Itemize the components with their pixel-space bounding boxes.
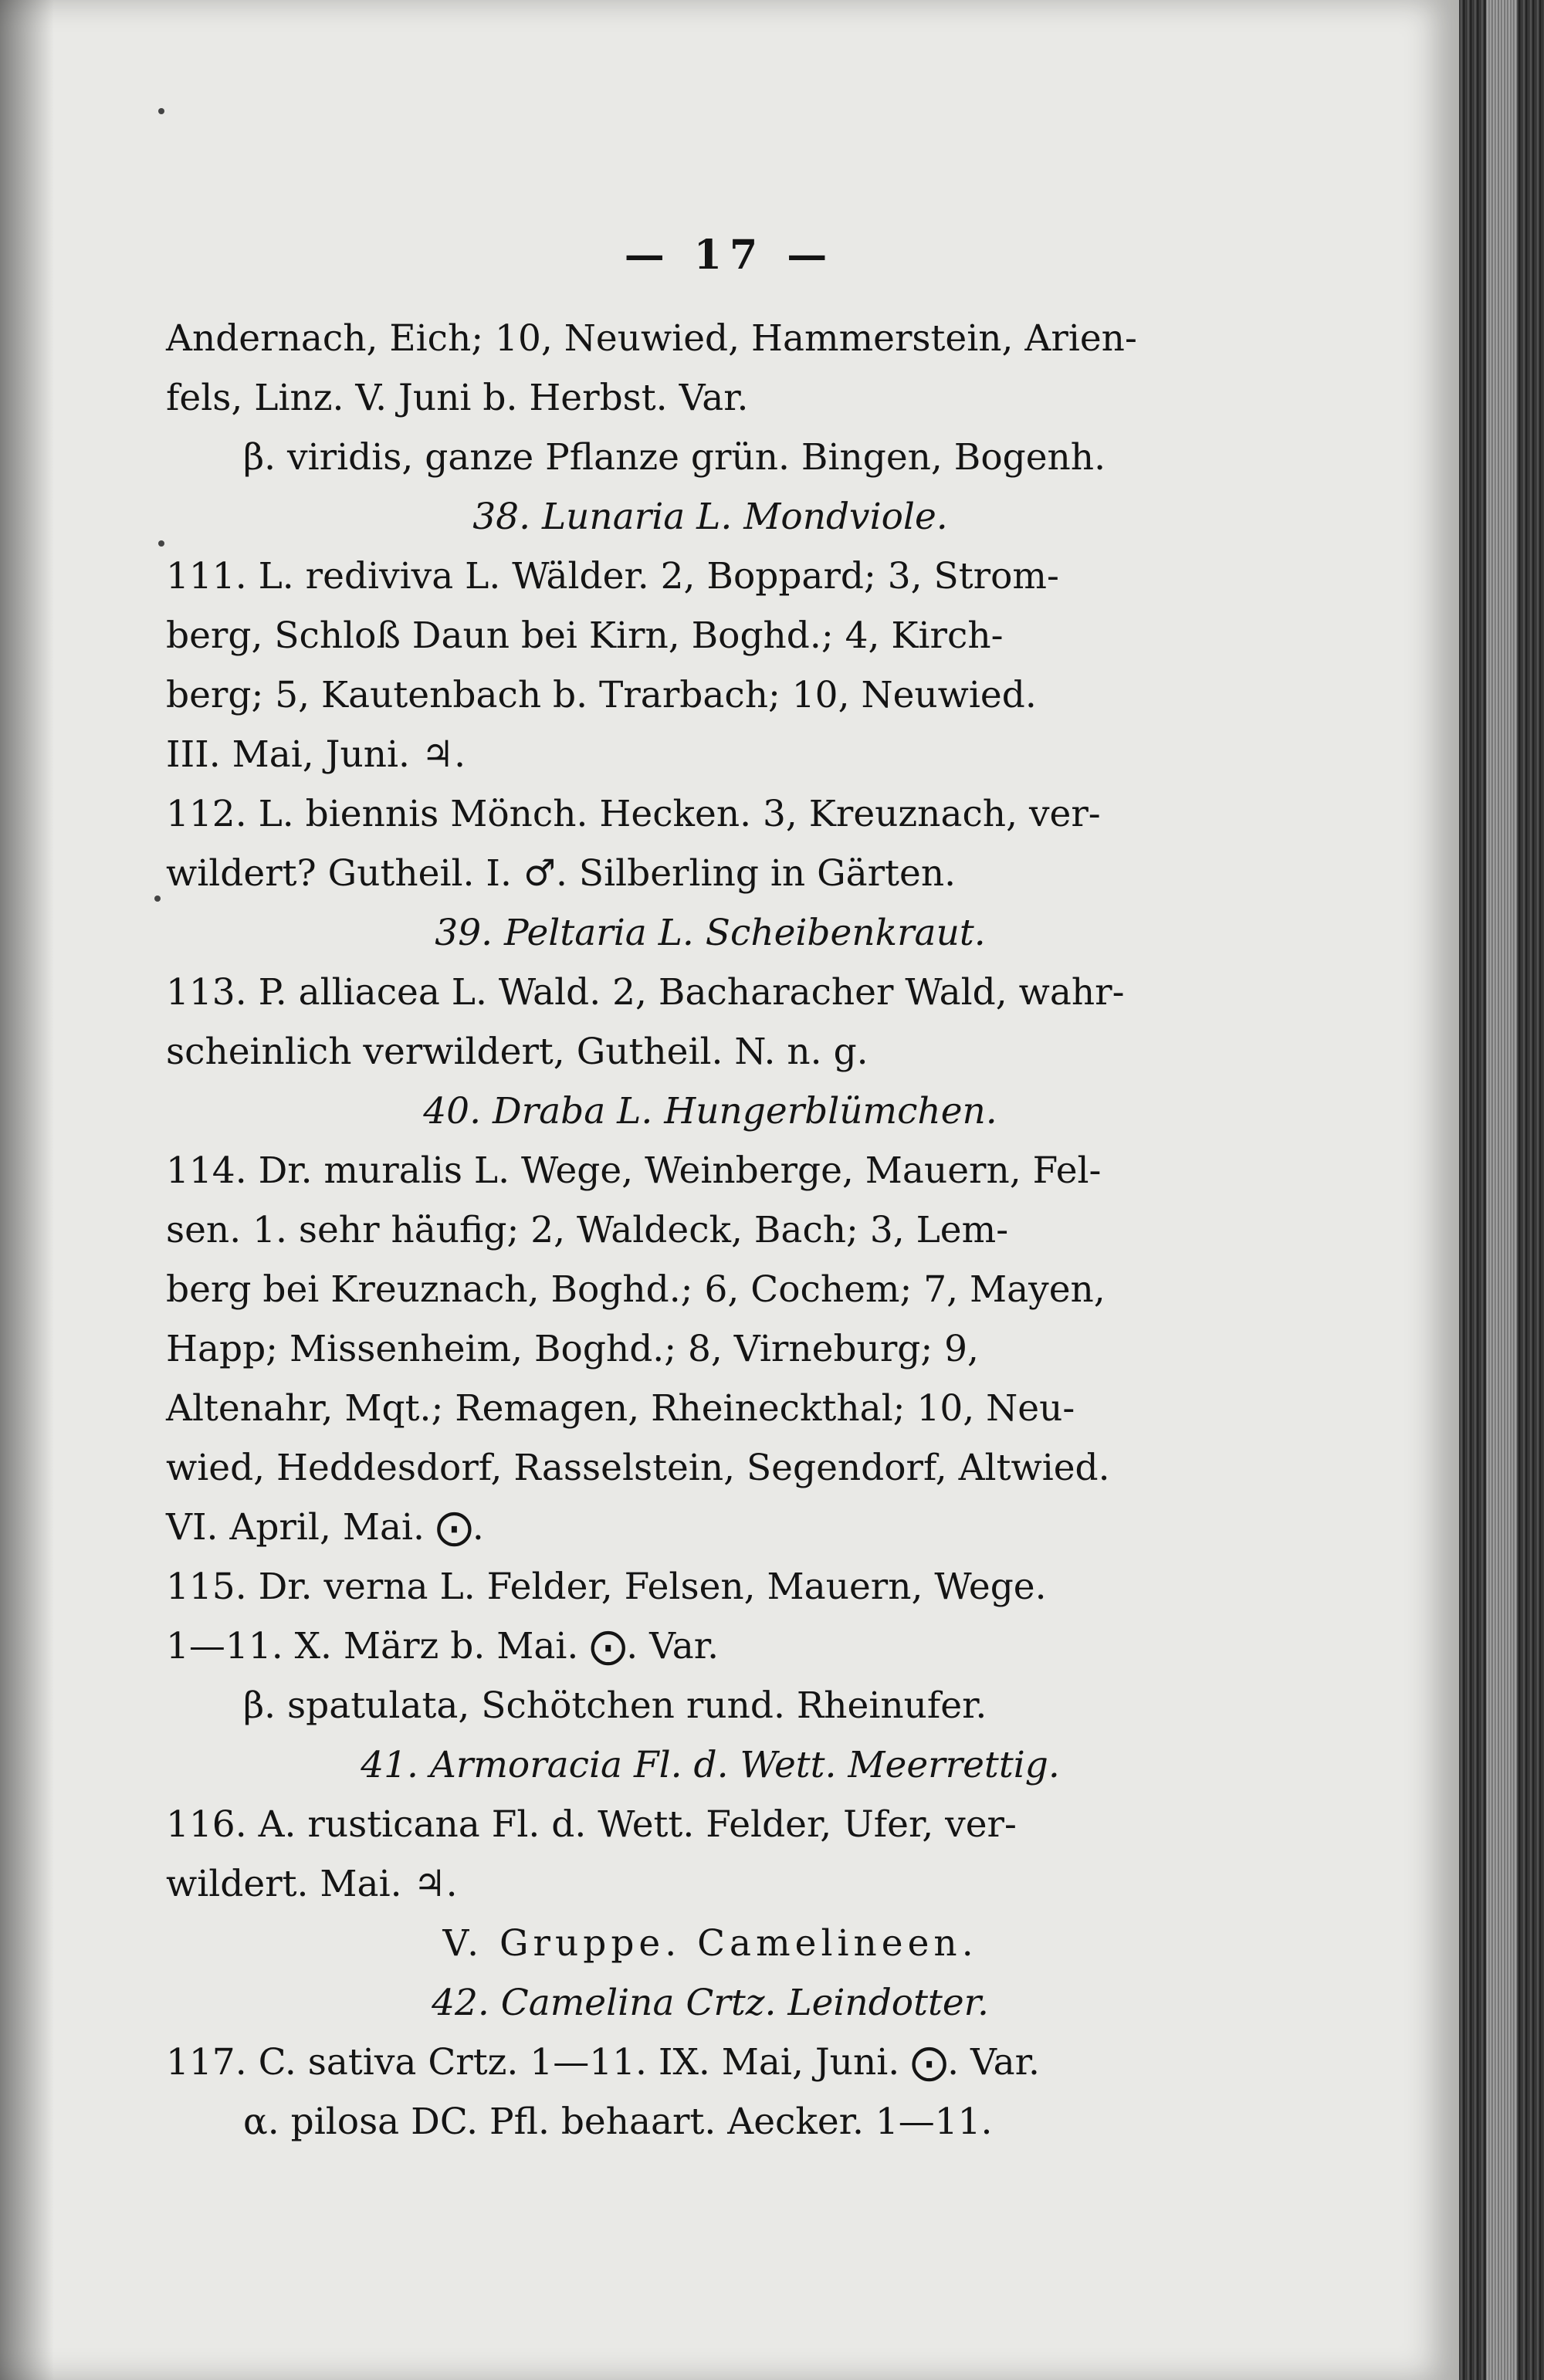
text-line: Altenahr, Mqt.; Remagen, Rheineckthal; 10, Neu-	[166, 1387, 1075, 1430]
speck	[154, 895, 161, 902]
genus-heading: 42. Camelina Crtz. Leindotter.	[432, 1982, 989, 2024]
text-line: 115. Dr. verna L. Felder, Felsen, Mauern, Wege.	[166, 1566, 1047, 1608]
text-line: α. pilosa DC. Pfl. behaart. Aecker. 1—11.	[243, 2101, 993, 2143]
text-line: berg; 5, Kautenbach b. Trarbach; 10, Neuwied.	[166, 674, 1037, 716]
text-line: β. viridis, ganze Pflanze grün. Bingen, Bogenh.	[243, 436, 1106, 479]
text-line: wied, Heddesdorf, Rasselstein, Segendorf, Altwied.	[166, 1447, 1110, 1489]
text-line: 113. P. alliacea L. Wald. 2, Bacharacher Wald, wahr-	[166, 971, 1125, 1014]
gutter-shadow	[0, 0, 54, 2380]
text-line: 117. C. sativa Crtz. 1—11. IX. Mai, Juni. ⨀. Var.	[166, 2041, 1040, 2084]
text-line: III. Mai, Juni. ♃.	[166, 733, 466, 776]
text-line: sen. 1. sehr häufig; 2, Waldeck, Bach; 3, Lem-	[166, 1209, 1009, 1251]
genus-heading: 39. Peltaria L. Scheibenkraut.	[435, 912, 986, 954]
genus-heading: 41. Armoracia Fl. d. Wett. Meerrettig.	[361, 1744, 1060, 1786]
page-text	[166, 309, 1254, 2151]
genus-heading: 38. Lunaria L. Mondviole.	[472, 496, 948, 538]
text-line: 1—11. X. März b. Mai. ⨀. Var.	[166, 1625, 720, 1667]
page-stack	[1486, 0, 1517, 2380]
text-line: 116. A. rusticana Fl. d. Wett. Felder, Ufer, ver-	[166, 1803, 1017, 1846]
text-line: fels, Linz. V. Juni b. Herbst. Var.	[166, 377, 749, 419]
text-line: VI. April, Mai. ⨀.	[166, 1506, 484, 1549]
genus-heading: 40. Draba L. Hungerblümchen.	[423, 1090, 997, 1132]
text-line: Happ; Missenheim, Boghd.; 8, Virneburg; 9,	[166, 1328, 980, 1370]
page-number: — 17 —	[624, 232, 835, 279]
text-line: berg bei Kreuznach, Boghd.; 6, Cochem; 7, Mayen,	[166, 1268, 1106, 1311]
text-line: wildert? Gutheil. I. ♂. Silberling in Gärten.	[166, 852, 957, 895]
group-heading: V. Gruppe. Camelineen.	[442, 1922, 978, 1965]
text-line: β. spatulata, Schötchen rund. Rheinufer.	[243, 1684, 987, 1727]
text-line: scheinlich verwildert, Gutheil. N. n. g.	[166, 1031, 868, 1073]
text-line: Andernach, Eich; 10, Neuwied, Hammerstein, Arien-	[166, 317, 1137, 360]
text-line: wildert. Mai. ♃.	[166, 1863, 458, 1905]
text-line: 111. L. rediviva L. Wälder. 2, Boppard; 3, Strom-	[166, 555, 1059, 598]
speck	[158, 108, 164, 114]
speck	[158, 540, 164, 547]
text-line: 114. Dr. muralis L. Wege, Weinberge, Mauern, Fel-	[166, 1149, 1102, 1192]
text-line: 112. L. biennis Mönch. Hecken. 3, Kreuznach, ver-	[166, 793, 1101, 835]
text-line: berg, Schloß Daun bei Kirn, Boghd.; 4, Kirch-	[166, 614, 1004, 657]
